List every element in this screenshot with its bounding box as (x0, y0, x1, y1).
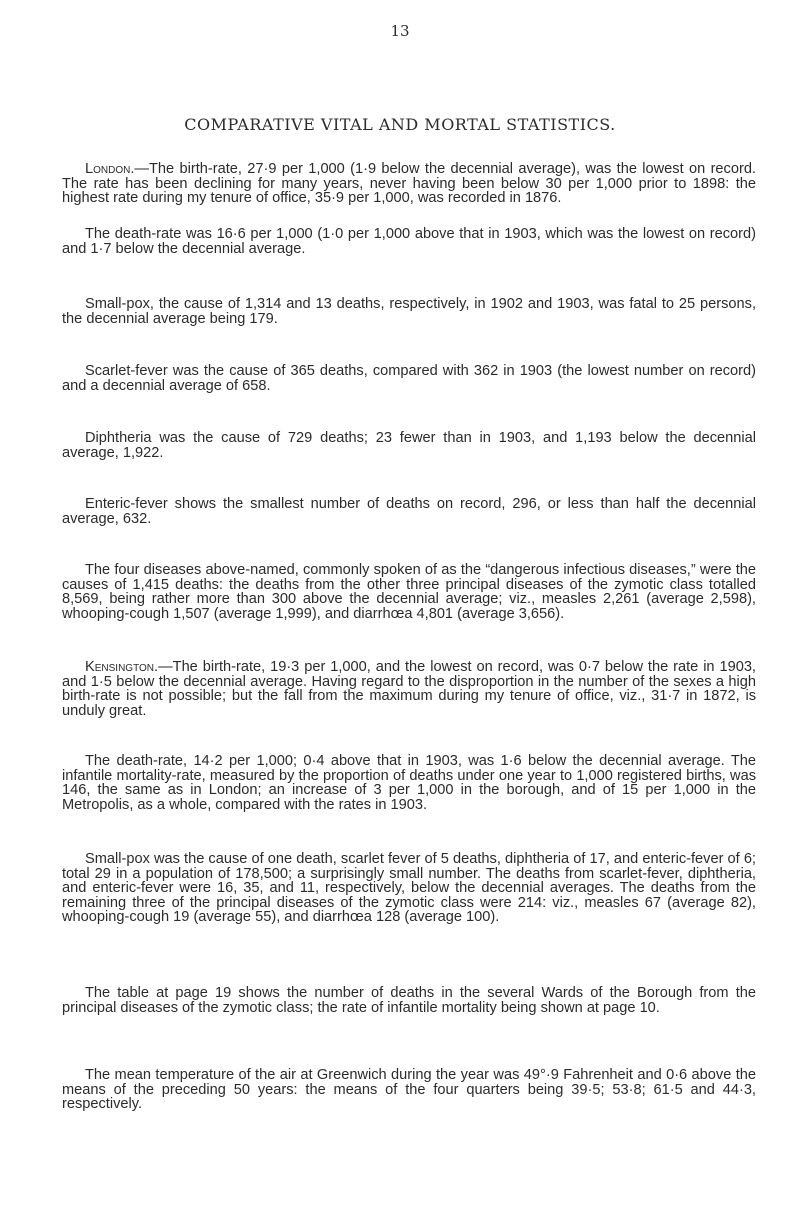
kensington-heading: Kensington. (85, 659, 159, 675)
london-birth-rate-text: —The birth-rate, 27·9 per 1,000 (1·9 below the decennial average), was the lowest on record. The rate has been declining for many years, never having been below 30 per 1,000 prior to 1898: the highest rate during my tenure of office, 35·9 per 1,000, was recorded in 1876. (62, 161, 756, 206)
kensington-wards-table-paragraph: The table at page 19 shows the number of deaths in the several Wards of the Borough from the principal diseases of the zymotic class; the rate of infantile mortality being shown at page 10. (62, 985, 756, 1016)
london-small-pox-paragraph: Small-pox, the cause of 1,314 and 13 deaths, respectively, in 1902 and 1903, was fatal to 25 persons, the decennial average being 179. (62, 296, 756, 327)
kensington-birth-rate-paragraph (62, 660, 756, 718)
kensington-birth-rate-text: —The birth-rate, 19·3 per 1,000, and the lowest on record, was 0·7 below the rate in 1903, and 1·5 below the decennial average. Having regard to the disproportion in the number of the sexes a high birth-rate is not possible; but the fall from the maximum during my tenure of office, viz., 31·7 in 1872, is unduly great. (62, 659, 756, 719)
london-infectious-diseases-paragraph: The four diseases above-named, commonly spoken of as the “dangerous infectious diseases,” were the causes of 1,415 deaths: the deaths from the other three principal diseases of the zymotic class totalled 8,569, being rather more than 300 above the decennial average; viz., measles 2,261 (average 2,598), whooping-cough 1,507 (average 1,999), and diarrhœa 4,801 (average 3,656). (62, 562, 756, 622)
london-death-rate-paragraph: The death-rate was 16·6 per 1,000 (1·0 per 1,000 above that in 1903, which was the lowest on record) and 1·7 below the decennial average. (62, 226, 756, 257)
page-title: COMPARATIVE VITAL AND MORTAL STATISTICS. (184, 115, 616, 134)
london-enteric-fever-paragraph: Enteric-fever shows the smallest number of deaths on record, 296, or less than half the decennial average, 632. (62, 496, 756, 527)
kensington-temperature-paragraph: The mean temperature of the air at Greenwich during the year was 49°·9 Fahrenheit and 0·6 above the means of the preceding 50 years: the means of the four quarters being 39·5; 53·8; 61·5 and 44·3, respectively. (62, 1067, 756, 1112)
london-diphtheria-paragraph: Diphtheria was the cause of 729 deaths; 23 fewer than in 1903, and 1,193 below the decennial average, 1,922. (62, 430, 756, 461)
london-scarlet-fever-paragraph: Scarlet-fever was the cause of 365 deaths, compared with 362 in 1903 (the lowest number on record) and a decennial average of 658. (62, 363, 756, 394)
london-birth-rate-paragraph (62, 162, 756, 206)
kensington-zymotic-diseases-paragraph: Small-pox was the cause of one death, scarlet fever of 5 deaths, diphtheria of 17, and enteric-fever of 6; total 29 in a population of 178,500; a surprisingly small number. The deaths from scarlet-fever, diphtheria, and enteric-fever were 16, 35, and 11, respectively, below the decennial averages. The deaths from the remaining three of the principal diseases of the zymotic class were 214: viz., measles 67 (average 82), whooping-cough 19 (average 55), and diarrhœa 128 (average 100). (62, 851, 756, 925)
page-number: 13 (390, 22, 410, 40)
london-heading: London. (85, 161, 135, 177)
kensington-death-rate-paragraph: The death-rate, 14·2 per 1,000; 0·4 above that in 1903, was 1·6 below the decennial average. The infantile mortality-rate, measured by the proportion of deaths under one year to 1,000 registered births, was 146, the same as in London; an increase of 3 per 1,000 in the borough, and of 15 per 1,000 in the Metropolis, as a whole, compared with the rates in 1903. (62, 753, 756, 813)
